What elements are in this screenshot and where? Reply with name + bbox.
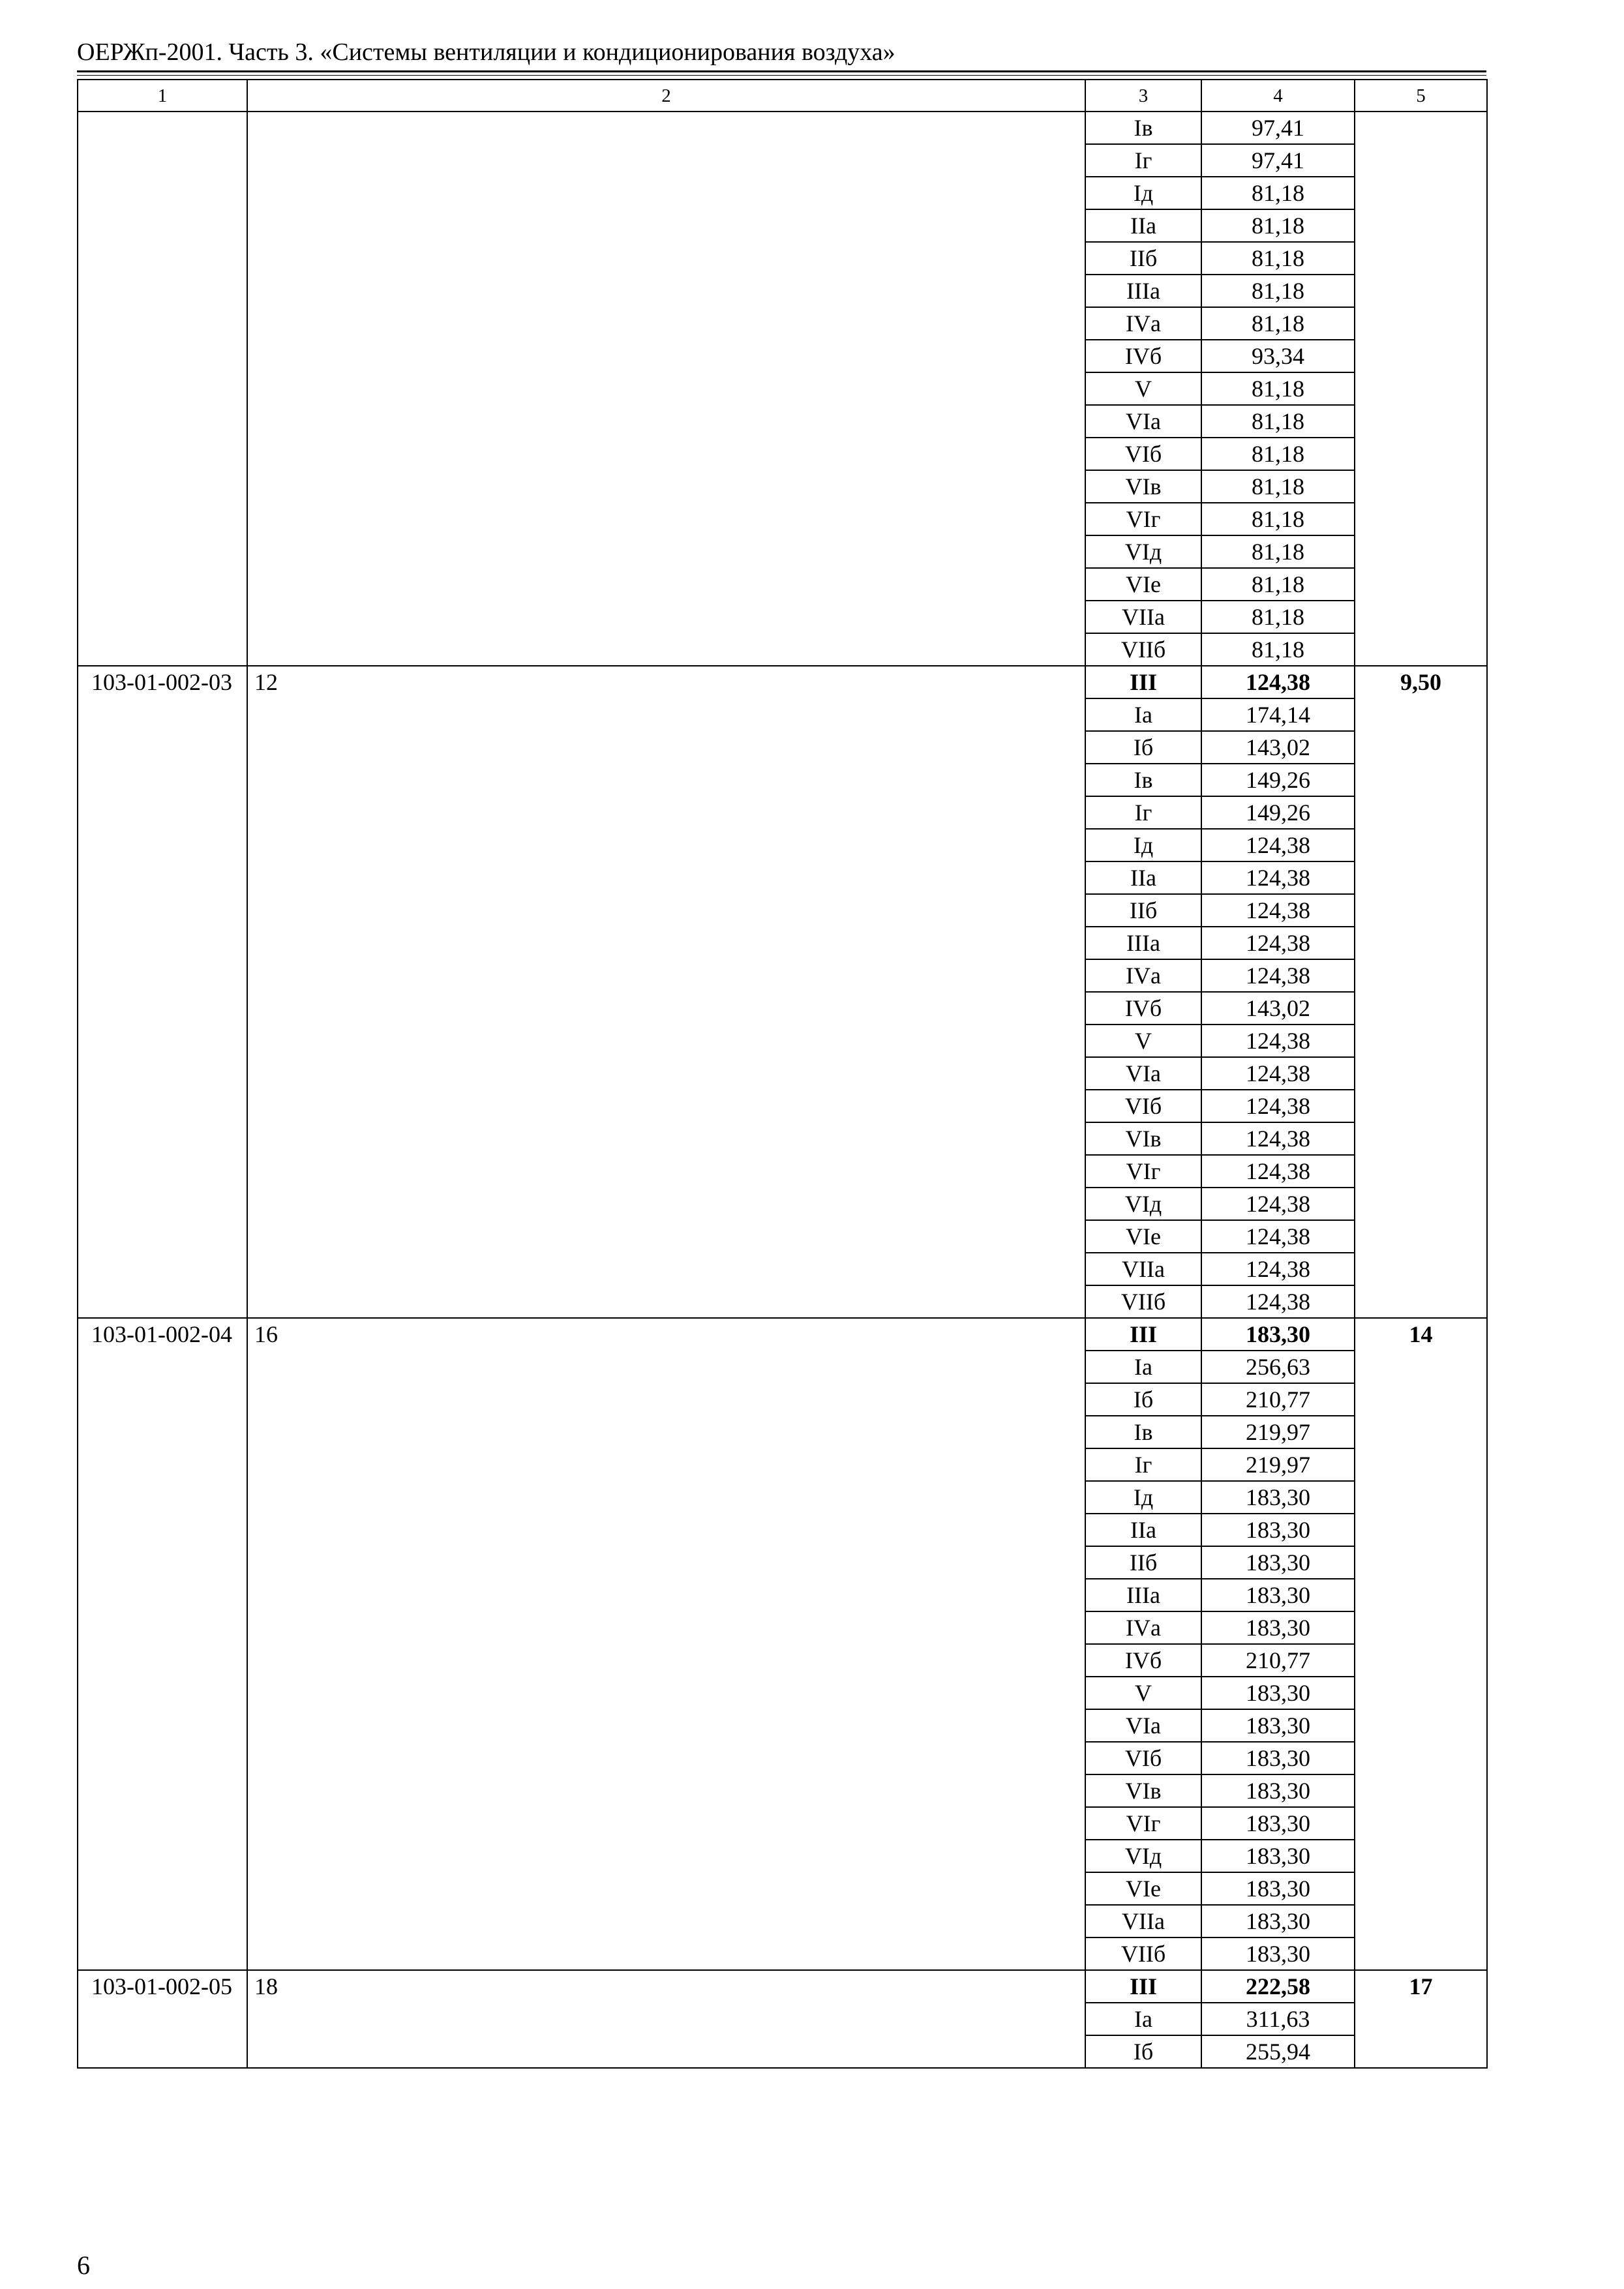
cell-value: 124,38 — [1201, 861, 1355, 894]
column-number: 3 — [1085, 80, 1201, 112]
cell-zone: Iа — [1085, 1351, 1201, 1383]
cell-value: 124,38 — [1201, 1090, 1355, 1122]
cell-zone: VIе — [1085, 1220, 1201, 1253]
cell-value: 183,30 — [1201, 1872, 1355, 1905]
cell-zone: Iг — [1085, 1448, 1201, 1481]
cell-zone: VIIб — [1085, 1285, 1201, 1318]
cell-value: 124,38 — [1201, 1253, 1355, 1285]
cell-zone: VIе — [1085, 568, 1201, 601]
cell-zone: VIIб — [1085, 1937, 1201, 1970]
cell-value: 81,18 — [1201, 633, 1355, 666]
cell-zone: VIг — [1085, 1155, 1201, 1188]
cell-zone: VIб — [1085, 1090, 1201, 1122]
cell-zone: IIа — [1085, 861, 1201, 894]
cell-zone: VIг — [1085, 503, 1201, 535]
cell-value: 81,18 — [1201, 307, 1355, 340]
cell-code: 103-01-002-04 — [78, 1318, 247, 1970]
cell-value: 256,63 — [1201, 1351, 1355, 1383]
cell-zone: Iв — [1085, 764, 1201, 796]
table-row — [78, 666, 1487, 698]
cell-value: 210,77 — [1201, 1383, 1355, 1416]
cell-zone: VIIа — [1085, 1905, 1201, 1937]
cell-value: 124,38 — [1201, 1057, 1355, 1090]
cell-value: 81,18 — [1201, 503, 1355, 535]
cell-zone: IVа — [1085, 959, 1201, 992]
cell-value: 124,38 — [1201, 894, 1355, 927]
page-header-title: ОЕРЖп-2001. Часть 3. «Системы вентиляции и кондиционирования воздуха» — [77, 38, 895, 66]
column-number: 1 — [78, 80, 247, 112]
cell-value: 149,26 — [1201, 764, 1355, 796]
cell-value: 81,18 — [1201, 242, 1355, 275]
cell-value: 183,30 — [1201, 1579, 1355, 1611]
cell-zone: IIа — [1085, 209, 1201, 242]
cell-value: 255,94 — [1201, 2035, 1355, 2068]
cell-value: 183,30 — [1201, 1514, 1355, 1546]
cell-value: 124,38 — [1201, 1155, 1355, 1188]
rates-table — [77, 79, 1488, 2069]
cell-value: 81,18 — [1201, 275, 1355, 307]
header-rule-thin — [77, 75, 1486, 76]
cell-value: 143,02 — [1201, 731, 1355, 764]
page-number: 6 — [77, 2251, 90, 2280]
cell-value: 81,18 — [1201, 568, 1355, 601]
cell-value: 81,18 — [1201, 535, 1355, 568]
cell-zone: III — [1085, 1970, 1201, 2003]
column-number-row — [78, 80, 1487, 112]
cell-value: 81,18 — [1201, 470, 1355, 503]
cell-value: 183,30 — [1201, 1742, 1355, 1774]
column-number: 2 — [247, 80, 1085, 112]
rates-table-body — [78, 80, 1487, 2068]
cell-description: 18 — [247, 1970, 1085, 2068]
cell-zone: Iг — [1085, 796, 1201, 829]
cell-zone: Iд — [1085, 177, 1201, 209]
cell-description — [247, 112, 1085, 666]
cell-zone: IIа — [1085, 1514, 1201, 1546]
cell-zone: IVа — [1085, 307, 1201, 340]
cell-value: 97,41 — [1201, 112, 1355, 144]
cell-zone: V — [1085, 372, 1201, 405]
cell-value: 149,26 — [1201, 796, 1355, 829]
table-row — [78, 1970, 1487, 2003]
column-number: 5 — [1355, 80, 1487, 112]
cell-zone: IIб — [1085, 894, 1201, 927]
cell-zone: VIIа — [1085, 601, 1201, 633]
cell-zone: Iа — [1085, 698, 1201, 731]
table-row — [78, 1318, 1487, 1351]
cell-zone: VIд — [1085, 1188, 1201, 1220]
cell-zone: IIб — [1085, 242, 1201, 275]
cell-value: 222,58 — [1201, 1970, 1355, 2003]
cell-zone: IVб — [1085, 1644, 1201, 1677]
cell-extra: 9,50 — [1355, 666, 1487, 1318]
cell-value: 124,38 — [1201, 1025, 1355, 1057]
cell-description: 16 — [247, 1318, 1085, 1970]
cell-zone: VIв — [1085, 470, 1201, 503]
cell-zone: V — [1085, 1677, 1201, 1709]
cell-value: 183,30 — [1201, 1905, 1355, 1937]
cell-extra: 14 — [1355, 1318, 1487, 1970]
cell-description: 12 — [247, 666, 1085, 1318]
cell-value: 124,38 — [1201, 829, 1355, 861]
cell-value: 124,38 — [1201, 1122, 1355, 1155]
cell-zone: IVб — [1085, 992, 1201, 1025]
cell-zone: VIа — [1085, 405, 1201, 438]
cell-value: 124,38 — [1201, 959, 1355, 992]
cell-value: 97,41 — [1201, 144, 1355, 177]
cell-zone: Iв — [1085, 1416, 1201, 1448]
cell-value: 81,18 — [1201, 601, 1355, 633]
cell-value: 124,38 — [1201, 1188, 1355, 1220]
cell-zone: Iб — [1085, 1383, 1201, 1416]
cell-zone: IIIа — [1085, 927, 1201, 959]
cell-code: 103-01-002-03 — [78, 666, 247, 1318]
cell-zone: III — [1085, 666, 1201, 698]
cell-value: 81,18 — [1201, 209, 1355, 242]
cell-value: 183,30 — [1201, 1546, 1355, 1579]
cell-value: 93,34 — [1201, 340, 1355, 372]
cell-value: 124,38 — [1201, 1285, 1355, 1318]
cell-value: 174,14 — [1201, 698, 1355, 731]
cell-zone: Iв — [1085, 112, 1201, 144]
cell-zone: VIб — [1085, 1742, 1201, 1774]
cell-value: 183,30 — [1201, 1481, 1355, 1514]
cell-zone: VIв — [1085, 1774, 1201, 1807]
cell-value: 183,30 — [1201, 1774, 1355, 1807]
cell-value: 183,30 — [1201, 1807, 1355, 1840]
cell-zone: Iг — [1085, 144, 1201, 177]
cell-zone: III — [1085, 1318, 1201, 1351]
table-row — [78, 112, 1487, 144]
cell-zone: IIIа — [1085, 1579, 1201, 1611]
cell-zone: Iб — [1085, 731, 1201, 764]
cell-value: 81,18 — [1201, 438, 1355, 470]
cell-code — [78, 112, 247, 666]
cell-extra: 17 — [1355, 1970, 1487, 2068]
cell-value: 124,38 — [1201, 927, 1355, 959]
cell-zone: Iа — [1085, 2003, 1201, 2035]
cell-value: 183,30 — [1201, 1611, 1355, 1644]
cell-value: 81,18 — [1201, 177, 1355, 209]
cell-zone: Iб — [1085, 2035, 1201, 2068]
cell-value: 219,97 — [1201, 1448, 1355, 1481]
cell-value: 219,97 — [1201, 1416, 1355, 1448]
cell-code: 103-01-002-05 — [78, 1970, 247, 2068]
column-number: 4 — [1201, 80, 1355, 112]
cell-zone: VIв — [1085, 1122, 1201, 1155]
cell-zone: VIд — [1085, 1840, 1201, 1872]
cell-zone: IVб — [1085, 340, 1201, 372]
cell-value: 124,38 — [1201, 1220, 1355, 1253]
cell-value: 311,63 — [1201, 2003, 1355, 2035]
cell-value: 183,30 — [1201, 1318, 1355, 1351]
cell-value: 183,30 — [1201, 1677, 1355, 1709]
cell-zone: VIа — [1085, 1709, 1201, 1742]
cell-zone: V — [1085, 1025, 1201, 1057]
cell-zone: VIд — [1085, 535, 1201, 568]
cell-zone: IIIа — [1085, 275, 1201, 307]
cell-value: 183,30 — [1201, 1937, 1355, 1970]
cell-value: 210,77 — [1201, 1644, 1355, 1677]
cell-zone: VIб — [1085, 438, 1201, 470]
cell-extra — [1355, 112, 1487, 666]
cell-zone: VIе — [1085, 1872, 1201, 1905]
cell-value: 81,18 — [1201, 405, 1355, 438]
cell-value: 183,30 — [1201, 1840, 1355, 1872]
cell-value: 143,02 — [1201, 992, 1355, 1025]
cell-zone: IIб — [1085, 1546, 1201, 1579]
cell-zone: Iд — [1085, 1481, 1201, 1514]
cell-zone: Iд — [1085, 829, 1201, 861]
cell-value: 183,30 — [1201, 1709, 1355, 1742]
cell-zone: VIг — [1085, 1807, 1201, 1840]
cell-zone: VIIб — [1085, 633, 1201, 666]
cell-value: 81,18 — [1201, 372, 1355, 405]
header-rule — [77, 70, 1486, 72]
cell-value: 124,38 — [1201, 666, 1355, 698]
cell-zone: VIIа — [1085, 1253, 1201, 1285]
cell-zone: VIа — [1085, 1057, 1201, 1090]
cell-zone: IVа — [1085, 1611, 1201, 1644]
